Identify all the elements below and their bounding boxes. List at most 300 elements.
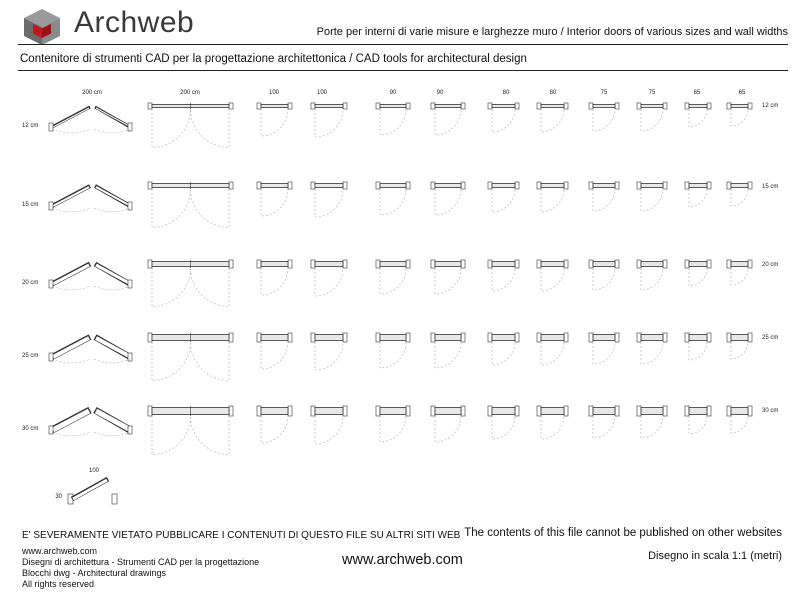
swing-arc <box>380 416 406 442</box>
column-label: 90 <box>389 90 397 96</box>
page-title: Porte per interni di varie misure e larghezze muro / Interior doors of various sizes and wall widths <box>316 26 788 38</box>
door-jamb <box>431 406 435 416</box>
door-jamb <box>663 103 667 109</box>
door-jamb <box>488 333 492 342</box>
door-jamb <box>257 182 261 189</box>
footer-line: www.archweb.com <box>22 546 98 556</box>
swing-arc <box>152 189 191 228</box>
door-jamb <box>564 103 568 109</box>
door-jamb <box>376 406 380 416</box>
door-jamb <box>663 182 667 189</box>
door-block <box>589 182 619 211</box>
swing-arc <box>261 416 288 443</box>
door-jamb <box>537 260 541 268</box>
swing-arc <box>191 416 230 455</box>
swing-arc <box>492 342 515 365</box>
door-jamb <box>148 333 152 342</box>
door-block <box>376 182 410 215</box>
door-block <box>727 333 752 359</box>
door-jamb <box>663 333 667 342</box>
wall-label-left: 15 cm <box>22 202 39 208</box>
swing-arc <box>435 268 461 294</box>
door-block <box>727 260 752 285</box>
swing-arc <box>593 268 615 290</box>
door-leaf <box>689 262 707 267</box>
swing-arc <box>52 129 91 133</box>
door-leaf <box>380 105 406 108</box>
swing-arc <box>593 189 615 211</box>
door-block <box>311 406 347 444</box>
door-leaf <box>593 408 615 415</box>
detail-door-block <box>68 479 117 504</box>
door-jamb <box>128 202 132 210</box>
door-jamb <box>564 406 568 416</box>
door-leaf <box>261 184 288 188</box>
door-leaf-inner <box>53 187 89 206</box>
door-jamb <box>112 494 117 504</box>
door-block <box>727 103 752 126</box>
door-jamb <box>707 260 711 268</box>
door-leaf-inner <box>73 480 107 499</box>
swing-arc <box>541 416 564 439</box>
detail-wall-label: 30 <box>55 494 62 500</box>
door-block <box>257 333 292 369</box>
door-block <box>727 182 752 206</box>
door-jamb <box>257 260 261 268</box>
door-block <box>488 406 519 439</box>
door-leaf <box>593 262 615 267</box>
column-label: 80 <box>502 90 510 96</box>
column-label: 200 cm <box>82 90 102 96</box>
swing-arc <box>492 268 515 291</box>
door-jamb <box>229 260 233 268</box>
door-jamb <box>637 182 641 189</box>
door-block <box>257 260 292 295</box>
door-leaf-inner <box>96 411 129 429</box>
door-block <box>257 182 292 216</box>
door-leaf <box>731 105 748 108</box>
wall-label-right: 20 cm <box>762 262 779 268</box>
swing-arc <box>689 416 707 434</box>
door-leaf <box>689 184 707 188</box>
angled-door-block <box>49 186 132 212</box>
door-jamb <box>488 182 492 189</box>
door-jamb <box>406 103 410 109</box>
footer-line: Disegni di architettura - Strumenti CAD per la progettazione <box>22 557 260 567</box>
swing-arc <box>315 268 343 296</box>
door-block <box>727 406 752 433</box>
swing-arc <box>731 189 748 206</box>
door-jamb <box>461 103 465 109</box>
swing-arc <box>94 286 130 290</box>
door-block <box>431 333 465 368</box>
door-block <box>537 182 568 212</box>
door-jamb <box>311 333 315 342</box>
door-block <box>488 260 519 291</box>
door-leaf <box>541 408 564 415</box>
door-jamb <box>288 182 292 189</box>
door-jamb <box>288 333 292 342</box>
door-block <box>537 260 568 291</box>
swing-arc <box>492 109 515 132</box>
swing-arc <box>315 109 343 137</box>
door-jamb <box>663 260 667 268</box>
door-block <box>431 182 465 215</box>
door-leaf <box>435 105 461 108</box>
swing-arc <box>191 268 230 307</box>
door-block <box>257 103 292 136</box>
door-jamb <box>431 103 435 109</box>
door-jamb <box>564 333 568 342</box>
door-block <box>589 406 619 438</box>
door-block <box>637 103 667 131</box>
column-label: 75 <box>648 90 656 96</box>
wall-label-right: 25 cm <box>762 335 779 341</box>
swing-arc <box>152 342 191 381</box>
door-jamb <box>685 260 689 268</box>
door-block <box>537 333 568 365</box>
door-jamb <box>589 182 593 189</box>
swing-arc <box>152 268 191 307</box>
subtitle-divider <box>18 70 788 71</box>
door-leaf <box>261 105 288 108</box>
swing-arc <box>689 342 707 360</box>
door-jamb <box>685 182 689 189</box>
door-jamb <box>589 103 593 109</box>
door-jamb <box>488 103 492 109</box>
door-leaf <box>492 184 515 188</box>
swing-arc <box>315 189 343 217</box>
footer-info <box>22 546 259 590</box>
swing-arc <box>94 208 130 212</box>
door-jamb <box>615 260 619 268</box>
swing-arc <box>641 109 663 131</box>
door-leaf <box>261 335 288 341</box>
column-label: 200 cm <box>180 90 200 96</box>
door-leaf <box>492 408 515 415</box>
door-jamb <box>376 103 380 109</box>
door-jamb <box>49 280 53 288</box>
swing-arc <box>641 189 663 211</box>
door-jamb <box>49 426 53 434</box>
door-block <box>685 406 711 434</box>
door-jamb <box>589 333 593 342</box>
door-leaf <box>541 184 564 188</box>
swing-arc <box>492 189 515 212</box>
swing-arc <box>315 416 343 444</box>
door-block <box>637 182 667 211</box>
door-jamb <box>727 406 731 416</box>
door-leaf <box>641 408 663 415</box>
door-block <box>148 103 233 148</box>
column-label: 100 <box>268 90 280 96</box>
door-block <box>637 406 667 438</box>
wall-label-left: 30 cm <box>22 426 39 432</box>
swing-arc <box>641 416 663 438</box>
door-block <box>589 103 619 131</box>
wall-label-left: 25 cm <box>22 353 39 359</box>
door-leaf <box>593 105 615 108</box>
door-jamb <box>461 333 465 342</box>
wall-label-left: 20 cm <box>22 280 39 286</box>
door-jamb <box>637 103 641 109</box>
door-jamb <box>343 333 347 342</box>
swing-arc <box>52 359 91 363</box>
door-jamb <box>148 260 152 268</box>
swing-arc <box>435 342 461 368</box>
swing-arc <box>261 109 288 136</box>
door-jamb <box>311 260 315 268</box>
footer-line: Blocchi dwg - Architectural drawings <box>22 568 167 578</box>
door-jamb <box>727 103 731 109</box>
door-block <box>685 260 711 286</box>
door-block <box>685 182 711 207</box>
door-block <box>431 406 465 442</box>
door-block <box>537 103 568 132</box>
door-drawing <box>0 82 800 527</box>
door-leaf <box>593 335 615 341</box>
swing-arc <box>541 189 564 212</box>
swing-arc <box>152 109 191 148</box>
swing-arc <box>435 189 461 215</box>
swing-arc <box>94 129 130 133</box>
door-jamb <box>229 333 233 342</box>
door-jamb <box>49 202 53 210</box>
angled-door-block <box>49 337 132 363</box>
door-leaf <box>380 335 406 341</box>
door-leaf <box>492 262 515 267</box>
door-jamb <box>288 103 292 109</box>
door-jamb <box>515 260 519 268</box>
wall-label-left: 12 cm <box>22 123 39 129</box>
swing-arc <box>541 268 564 291</box>
swing-arc <box>731 416 748 433</box>
door-jamb <box>376 333 380 342</box>
door-leaf-inner <box>53 411 89 430</box>
swing-arc <box>641 342 663 364</box>
door-leaf <box>261 262 288 267</box>
swing-arc <box>261 189 288 216</box>
door-leaf <box>689 408 707 415</box>
door-leaf <box>541 105 564 108</box>
door-block <box>376 103 410 135</box>
door-jamb <box>49 123 53 131</box>
door-jamb <box>311 103 315 109</box>
footer-line: All rights reserved <box>22 579 95 589</box>
door-jamb <box>288 260 292 268</box>
door-block <box>488 182 519 212</box>
door-jamb <box>128 123 132 131</box>
door-leaf <box>641 184 663 188</box>
swing-arc <box>593 109 615 131</box>
door-jamb <box>311 182 315 189</box>
door-jamb <box>257 406 261 416</box>
door-leaf-inner <box>96 265 129 283</box>
door-leaf <box>435 262 461 267</box>
door-jamb <box>229 406 233 416</box>
door-jamb <box>748 333 752 342</box>
door-leaf <box>731 184 748 188</box>
door-leaf <box>435 408 461 415</box>
door-jamb <box>589 260 593 268</box>
door-jamb <box>343 260 347 268</box>
swing-arc <box>731 342 748 359</box>
door-block <box>148 406 233 455</box>
door-jamb <box>564 260 568 268</box>
door-jamb <box>376 260 380 268</box>
door-jamb <box>748 182 752 189</box>
door-jamb <box>748 260 752 268</box>
door-jamb <box>707 182 711 189</box>
notice-italian: E' SEVERAMENTE VIETATO PUBBLICARE I CONTENUTI DI QUESTO FILE SU ALTRI SITI WEB <box>22 530 461 541</box>
door-jamb <box>229 103 233 109</box>
door-jamb <box>637 406 641 416</box>
swing-arc <box>435 109 461 135</box>
wall-label-right: 12 cm <box>762 103 779 109</box>
door-jamb <box>663 406 667 416</box>
door-jamb <box>229 182 233 189</box>
swing-arc <box>689 109 707 127</box>
door-jamb <box>727 182 731 189</box>
column-label: 80 <box>549 90 557 96</box>
header-divider <box>18 44 788 45</box>
archweb-logo-icon <box>22 8 62 46</box>
door-block <box>431 103 465 135</box>
brand-name: Archweb <box>74 6 195 39</box>
door-leaf <box>435 335 461 341</box>
door-jamb <box>406 333 410 342</box>
column-label: 90 <box>436 90 444 96</box>
door-jamb <box>707 406 711 416</box>
door-block <box>488 333 519 365</box>
page-subtitle: Contenitore di strumenti CAD per la progettazione architettonica / CAD tools for architectural design <box>20 53 527 65</box>
angled-door-block <box>49 107 132 133</box>
door-leaf <box>541 335 564 341</box>
swing-arc <box>52 208 91 212</box>
door-block <box>148 260 233 307</box>
door-block <box>311 182 347 217</box>
scale-note: Disegno in scala 1:1 (metri) <box>648 550 782 562</box>
door-block <box>685 333 711 360</box>
door-leaf-inner <box>96 338 129 356</box>
door-jamb <box>461 260 465 268</box>
door-leaf <box>315 262 343 267</box>
swing-arc <box>593 342 615 364</box>
swing-arc <box>641 268 663 290</box>
swing-arc <box>380 268 406 294</box>
door-block <box>589 260 619 290</box>
angled-door-block <box>49 410 132 436</box>
swing-arc <box>541 109 564 132</box>
door-jamb <box>311 406 315 416</box>
door-jamb <box>748 406 752 416</box>
door-leaf <box>315 184 343 188</box>
door-jamb <box>537 333 541 342</box>
column-label: 75 <box>600 90 608 96</box>
detail-width-label: 100 <box>88 468 100 474</box>
door-block <box>488 103 519 132</box>
swing-arc <box>689 189 707 207</box>
door-block <box>148 333 233 381</box>
door-jamb <box>406 406 410 416</box>
door-jamb <box>748 103 752 109</box>
door-jamb <box>615 406 619 416</box>
door-leaf <box>641 105 663 108</box>
door-jamb <box>488 260 492 268</box>
door-jamb <box>288 406 292 416</box>
swing-arc <box>261 342 288 369</box>
swing-arc <box>435 416 461 442</box>
door-jamb <box>727 260 731 268</box>
door-jamb <box>685 103 689 109</box>
door-jamb <box>637 333 641 342</box>
door-jamb <box>406 182 410 189</box>
door-leaf <box>315 335 343 341</box>
door-jamb <box>615 182 619 189</box>
swing-arc <box>541 342 564 365</box>
door-leaf-inner <box>53 265 89 284</box>
footer-website: www.archweb.com <box>342 552 463 568</box>
door-block <box>311 260 347 296</box>
door-jamb <box>615 333 619 342</box>
swing-arc <box>191 189 230 228</box>
swing-arc <box>315 342 343 370</box>
door-leaf <box>541 262 564 267</box>
door-jamb <box>343 406 347 416</box>
swing-arc <box>492 416 515 439</box>
door-leaf <box>435 184 461 188</box>
door-leaf <box>593 184 615 188</box>
door-block <box>311 103 347 137</box>
door-jamb <box>537 406 541 416</box>
swing-arc <box>94 359 130 363</box>
door-leaf <box>492 105 515 108</box>
door-jamb <box>515 333 519 342</box>
door-leaf <box>689 335 707 341</box>
column-label: 65 <box>693 90 701 96</box>
door-leaf <box>731 262 748 267</box>
door-jamb <box>128 353 132 361</box>
door-block <box>311 333 347 370</box>
door-leaf <box>731 408 748 415</box>
door-jamb <box>488 406 492 416</box>
door-leaf <box>315 105 343 108</box>
swing-arc <box>380 342 406 368</box>
swing-arc <box>380 109 406 135</box>
door-block <box>376 333 410 368</box>
door-jamb <box>461 182 465 189</box>
door-leaf <box>315 408 343 415</box>
door-jamb <box>257 103 261 109</box>
door-leaf-inner <box>96 108 129 126</box>
swing-arc <box>731 109 748 126</box>
wall-label-right: 30 cm <box>762 408 779 414</box>
swing-arc <box>52 432 91 436</box>
swing-arc <box>593 416 615 438</box>
door-jamb <box>431 333 435 342</box>
door-block <box>637 333 667 364</box>
swing-arc <box>380 189 406 215</box>
column-label: 65 <box>738 90 746 96</box>
swing-arc <box>191 342 230 381</box>
door-jamb <box>461 406 465 416</box>
swing-arc <box>191 109 230 148</box>
door-jamb <box>406 260 410 268</box>
door-jamb <box>564 182 568 189</box>
door-jamb <box>148 182 152 189</box>
door-jamb <box>49 353 53 361</box>
swing-arc <box>94 432 130 436</box>
